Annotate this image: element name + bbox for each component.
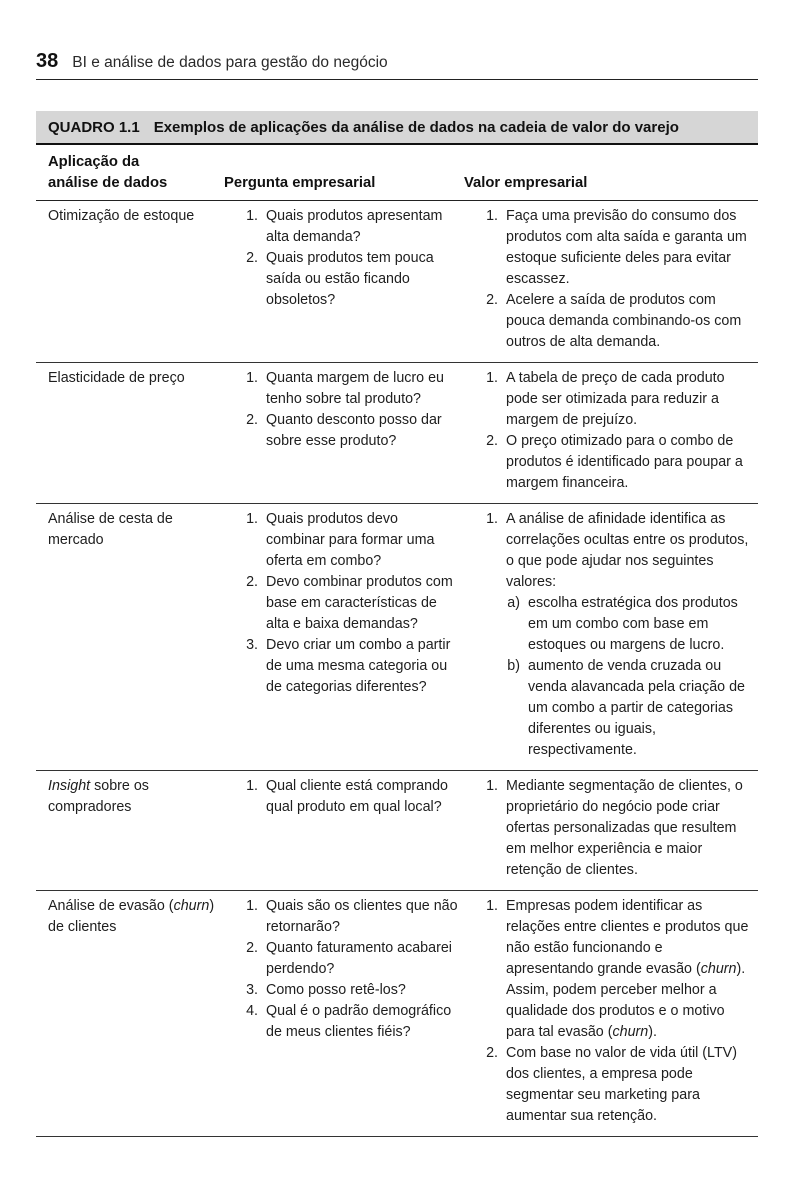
- application-cell: Elasticidade de preço: [36, 363, 224, 504]
- value-cell: [464, 363, 758, 504]
- list-item: 1. Mediante segmentação de clientes, o proprietário do negócio pode criar ofertas personalizadas que resultem em melhor experiência e maior retenção de clientes.: [486, 778, 743, 878]
- list-item: 2. Quanto faturamento acabarei perdendo?: [246, 940, 452, 977]
- list-item: 1. A tabela de preço de cada produto pode ser otimizada para reduzir a margem de prejuízo.: [486, 370, 725, 428]
- table-row: [36, 363, 758, 504]
- list-item: 2. Quais produtos tem pouca saída ou estão ficando obsoletos?: [246, 250, 434, 308]
- list-item: 1. Quanta margem de lucro eu tenho sobre tal produto?: [246, 370, 445, 407]
- quadro-title: Exemplos de aplicações da análise de dados na cadeia de valor do varejo: [153, 118, 679, 136]
- list-item: 2. Quanto desconto posso dar sobre esse produto?: [246, 412, 442, 449]
- value-cell: [464, 891, 758, 1137]
- list-item: 1. Quais produtos devo combinar para formar uma oferta em combo?: [246, 511, 435, 569]
- column-header-application: Aplicação da análise de dados: [36, 145, 224, 201]
- question-cell: [224, 201, 464, 363]
- application-cell: Análise de cesta de mercado: [36, 504, 224, 771]
- table-row: [36, 771, 758, 891]
- list-item: 3. Como posso retê-los?: [246, 982, 406, 998]
- value-cell: [464, 771, 758, 891]
- table-header-row: [36, 145, 758, 201]
- list-item: 1. Empresas podem identificar as relações entre clientes e produtos que não estão funcionando e apresentando grande evasão (churn). Assim, podem perceber melhor a qualidade dos produtos e o motivo para tal evasão (churn).: [486, 898, 749, 1040]
- data-table: [36, 145, 758, 1137]
- table-row: [36, 504, 758, 771]
- list-item: 2. Devo combinar produtos com base em características de alta e baixa demandas?: [246, 574, 453, 632]
- value-cell: [464, 201, 758, 363]
- quadro-table-block: [36, 111, 758, 1137]
- list-item: 1. Qual cliente está comprando qual produto em qual local?: [246, 778, 448, 815]
- list-item: 1. Quais são os clientes que não retornarão?: [246, 898, 458, 935]
- list-item: 1. A análise de afinidade identifica as correlações ocultas entre os produtos, o que pode ajudar nos seguintes valores:: [486, 511, 749, 590]
- question-cell: [224, 504, 464, 771]
- table-row: [36, 201, 758, 363]
- list-item: 3. Devo criar um combo a partir de uma mesma categoria ou de categorias diferentes?: [246, 637, 451, 695]
- page-number: 38: [36, 50, 59, 72]
- sub-list-item: a) escolha estratégica dos produtos em um combo com base em estoques ou margens de lucro.: [507, 595, 738, 653]
- quadro-caption: [36, 111, 758, 145]
- list-item: 1. Faça uma previsão do consumo dos produtos com alta saída e garanta um estoque suficiente deles para evitar escassez.: [486, 208, 747, 287]
- question-cell: [224, 891, 464, 1137]
- question-cell: [224, 771, 464, 891]
- list-item: 4. Qual é o padrão demográfico de meus clientes fiéis?: [246, 1003, 452, 1040]
- list-item: 2. Acelere a saída de produtos com pouca demanda combinando-os com outros de alta demanda.: [486, 292, 742, 350]
- application-cell: Insight sobre os compradores: [36, 771, 224, 891]
- book-title: BI e análise de dados para gestão do negócio: [72, 54, 388, 71]
- list-item: 2. Com base no valor de vida útil (LTV) dos clientes, a empresa pode segmentar seu marketing para aumentar sua retenção.: [486, 1045, 737, 1124]
- column-header-question: Pergunta empresarial: [224, 145, 464, 201]
- running-head: [36, 50, 758, 80]
- list-item: 1. Quais produtos apresentam alta demanda?: [246, 208, 443, 245]
- column-header-value: Valor empresarial: [464, 145, 758, 201]
- sub-list-item: b) aumento de venda cruzada ou venda alavancada pela criação de um combo a partir de categorias diferentes ou iguais, respectivamente.: [507, 658, 745, 758]
- quadro-label: QUADRO 1.1: [48, 118, 140, 136]
- question-cell: [224, 363, 464, 504]
- application-cell: Análise de evasão (churn) de clientes: [36, 891, 224, 1137]
- application-cell: Otimização de estoque: [36, 201, 224, 363]
- table-row: [36, 891, 758, 1137]
- value-cell: [464, 504, 758, 771]
- list-item: 2. O preço otimizado para o combo de produtos é identificado para poupar a margem financeira.: [486, 433, 743, 491]
